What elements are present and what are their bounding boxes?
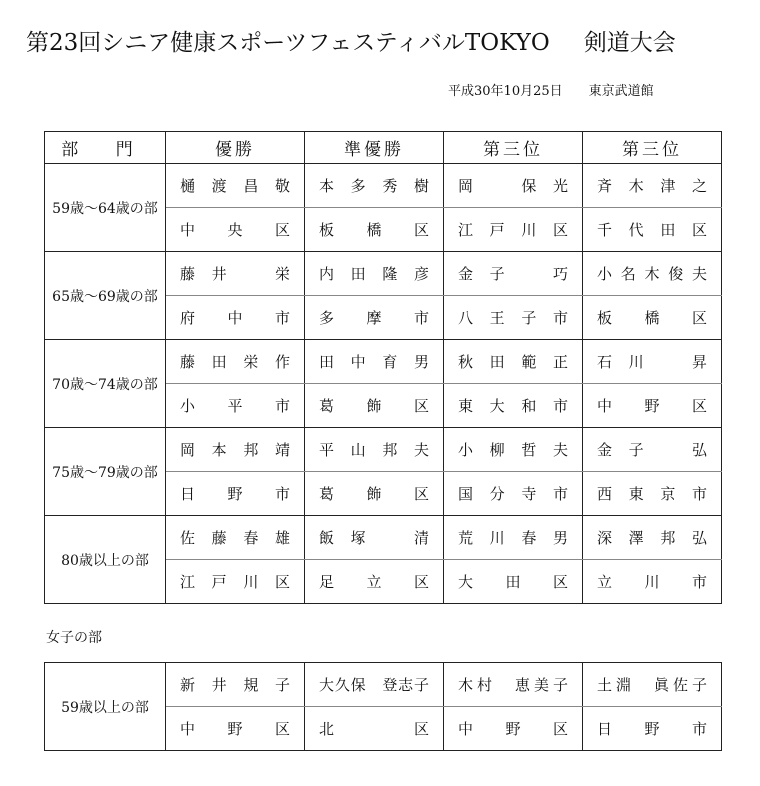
table-row — [45, 252, 722, 296]
winner-club-text: 江戸川区 — [458, 221, 568, 239]
winner-name-text: 佐藤春雄 — [180, 529, 290, 547]
winner-club-text: 北区 — [319, 720, 429, 738]
winner-name — [305, 663, 444, 707]
winner-name-text: 石川 昇 — [597, 353, 707, 371]
winner-club-text: 葛飾区 — [319, 397, 429, 415]
table-row — [45, 164, 722, 208]
winner-club — [166, 296, 305, 340]
winner-club-text: 多摩市 — [319, 309, 429, 327]
winner-club — [166, 384, 305, 428]
winner-name — [305, 252, 444, 296]
winner-club-text: 葛飾区 — [319, 485, 429, 503]
winner-name-text: 飯塚 清 — [319, 529, 429, 547]
results-body — [45, 164, 722, 604]
header-third-b: 第三位 — [583, 132, 722, 164]
event-venue: 東京武道館 — [588, 84, 654, 99]
winner-club — [305, 472, 444, 516]
winner-name-text: 荒川春男 — [458, 529, 568, 547]
winner-name-text: 本多秀樹 — [319, 177, 429, 195]
winner-name-text: 藤井 栄 — [180, 265, 290, 283]
header-first: 優勝 — [166, 132, 305, 164]
winner-club-text: 中野区 — [597, 397, 707, 415]
table-row — [45, 428, 722, 472]
winner-name — [305, 164, 444, 208]
division-label: 65歳～69歳の部 — [45, 252, 166, 340]
winner-club-text: 日野市 — [180, 485, 290, 503]
winner-name — [583, 340, 722, 384]
winner-name-text: 岡本邦靖 — [180, 441, 290, 459]
winner-name-text: 小名木俊夫 — [597, 265, 707, 283]
winner-name-text: 大久保 登志子 — [319, 676, 429, 694]
winner-club-text: 板橋区 — [597, 309, 707, 327]
table-row — [45, 663, 722, 707]
winner-club — [583, 472, 722, 516]
winner-club-text: 中野区 — [180, 720, 290, 738]
festival-title: 第23回シニア健康スポーツフェスティバルTOKYO — [26, 30, 550, 56]
dateline — [448, 80, 654, 99]
winner-club — [444, 208, 583, 252]
winner-name-text: 金子 巧 — [458, 265, 568, 283]
winner-club — [166, 472, 305, 516]
winner-club-text: 国分寺市 — [458, 485, 568, 503]
winner-club — [444, 472, 583, 516]
women-section-label: 女子の部 — [46, 630, 102, 646]
header-third-a: 第三位 — [444, 132, 583, 164]
winner-club-text: 東大和市 — [458, 397, 568, 415]
winner-club-text: 府中市 — [180, 309, 290, 327]
winner-name — [583, 164, 722, 208]
header-row — [45, 132, 722, 164]
winner-club-text: 八王子市 — [458, 309, 568, 327]
winner-name — [583, 663, 722, 707]
winner-club — [305, 208, 444, 252]
winner-name — [583, 252, 722, 296]
winner-club-text: 江戸川区 — [180, 573, 290, 591]
winner-club-text: 中野区 — [458, 720, 568, 738]
winner-club — [583, 707, 722, 751]
women-results-body — [45, 663, 722, 751]
winner-name — [305, 340, 444, 384]
division-label: 80歳以上の部 — [45, 516, 166, 604]
winner-club — [305, 296, 444, 340]
winner-club — [444, 384, 583, 428]
winner-name-text: 樋渡昌敬 — [180, 177, 290, 195]
winner-club — [444, 560, 583, 604]
winner-club — [305, 384, 444, 428]
winner-name-text: 新井規子 — [180, 676, 290, 694]
winner-club — [305, 560, 444, 604]
winner-name-text: 深澤邦弘 — [597, 529, 707, 547]
winner-name-text: 藤田栄作 — [180, 353, 290, 371]
table-row — [45, 516, 722, 560]
winner-name — [166, 428, 305, 472]
winner-name — [305, 428, 444, 472]
winner-name-text: 平山邦夫 — [319, 441, 429, 459]
winner-club — [305, 707, 444, 751]
event-date: 平成30年10月25日 — [448, 84, 563, 99]
division-label: 70歳～74歳の部 — [45, 340, 166, 428]
winner-name-text: 秋田範正 — [458, 353, 568, 371]
table-row — [45, 340, 722, 384]
winner-name — [166, 164, 305, 208]
winner-name — [166, 516, 305, 560]
winner-club-text: 立川市 — [597, 573, 707, 591]
header-second: 準優勝 — [305, 132, 444, 164]
winner-club-text: 中央区 — [180, 221, 290, 239]
winner-club-text: 千代田区 — [597, 221, 707, 239]
winner-club — [166, 208, 305, 252]
winner-club-text: 小平市 — [180, 397, 290, 415]
winner-club — [583, 560, 722, 604]
winner-name-text: 田中育男 — [319, 353, 429, 371]
winner-name — [166, 252, 305, 296]
winner-name — [583, 516, 722, 560]
winner-name — [444, 164, 583, 208]
winner-name — [444, 340, 583, 384]
winner-name-text: 木村 恵美子 — [458, 676, 568, 694]
division-label: 59歳以上の部 — [45, 663, 166, 751]
winner-name — [444, 516, 583, 560]
winner-club — [444, 707, 583, 751]
winner-club — [583, 208, 722, 252]
winner-name-text: 小柳哲夫 — [458, 441, 568, 459]
winner-name — [166, 340, 305, 384]
header-division: 部 門 — [45, 132, 166, 164]
winner-club — [583, 296, 722, 340]
page-title — [26, 24, 676, 57]
winner-name — [166, 663, 305, 707]
winner-club — [583, 384, 722, 428]
results-table — [44, 131, 722, 604]
women-results-table — [44, 662, 722, 751]
winner-name-text: 岡 保光 — [458, 177, 568, 195]
winner-name — [305, 516, 444, 560]
winner-club-text: 大田区 — [458, 573, 568, 591]
winner-name — [444, 663, 583, 707]
winner-name — [444, 252, 583, 296]
winner-name-text: 土淵 眞佐子 — [597, 676, 707, 694]
division-label: 59歳～64歳の部 — [45, 164, 166, 252]
winner-name-text: 斉木津之 — [597, 177, 707, 195]
winner-club — [166, 707, 305, 751]
winner-club-text: 日野市 — [597, 720, 707, 738]
winner-club — [444, 296, 583, 340]
event-title: 剣道大会 — [583, 30, 676, 56]
winner-club-text: 板橋区 — [319, 221, 429, 239]
winner-name — [444, 428, 583, 472]
winner-club-text: 足立区 — [319, 573, 429, 591]
winner-club-text: 西東京市 — [597, 485, 707, 503]
winner-name-text: 内田隆彦 — [319, 265, 429, 283]
winner-name-text: 金子 弘 — [597, 441, 707, 459]
winner-club — [166, 560, 305, 604]
winner-name — [583, 428, 722, 472]
division-label: 75歳～79歳の部 — [45, 428, 166, 516]
